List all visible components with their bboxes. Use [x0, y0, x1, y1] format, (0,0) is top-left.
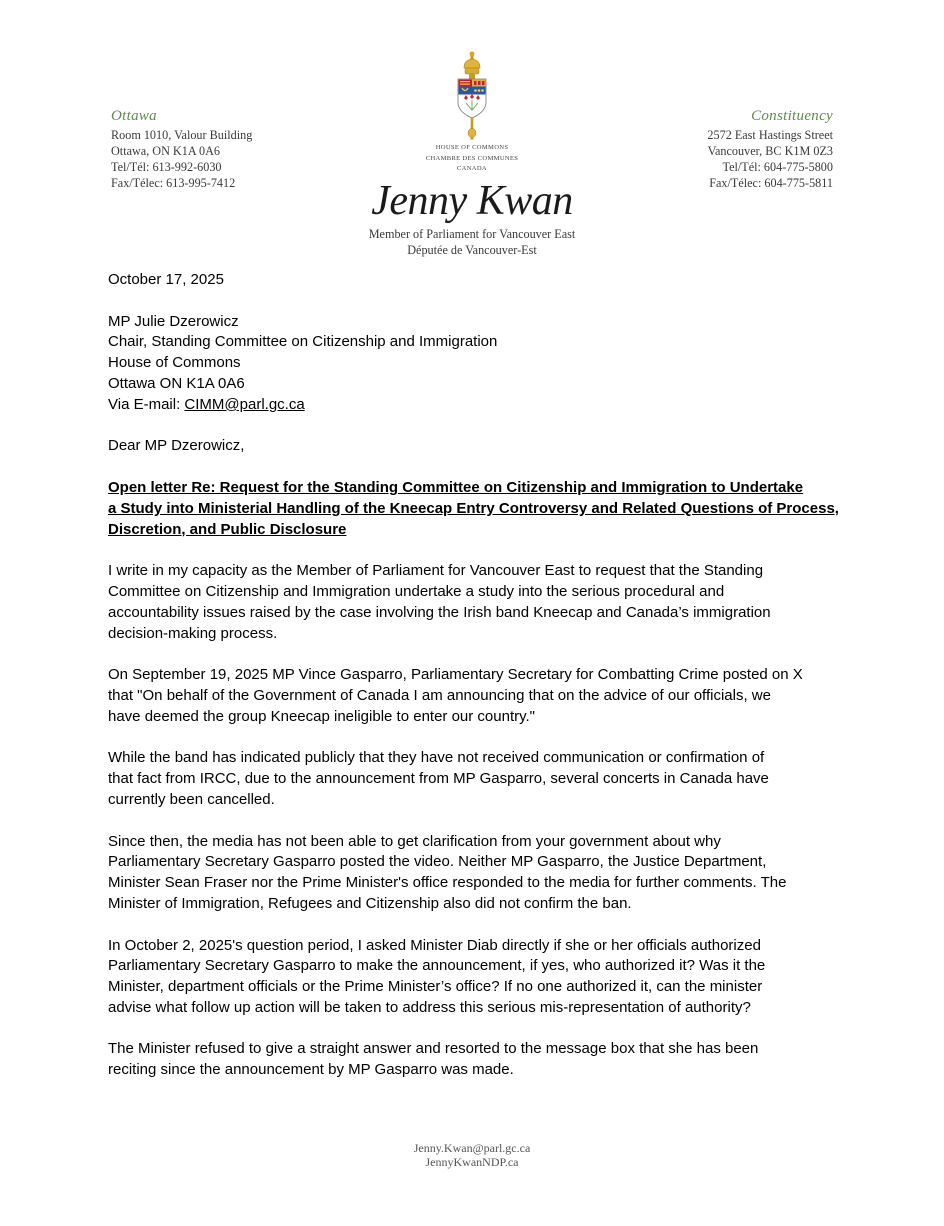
constituency-office-block: [707, 107, 833, 191]
paragraph-question-period: [108, 936, 848, 1019]
paragraph-line: Minister of Immigration, Refugees and Citizenship also did not confirm the ban.: [108, 894, 632, 912]
caption-line: CANADA: [456, 165, 487, 172]
recipient-line: House of Commons: [108, 354, 241, 372]
salutation: Dear MP Dzerowicz,: [108, 437, 245, 455]
paragraph-request: [108, 561, 848, 644]
paragraph-line: The Minister refused to give a straight answer and resorted to the message box that she has been: [108, 1040, 759, 1058]
ottawa-phone: Tel/Tél: 613-992-6030: [111, 160, 222, 174]
recipient-line: MP Julie Dzerowicz: [108, 312, 239, 330]
house-of-commons-crest-icon: [452, 50, 492, 140]
paragraph-concerts: [108, 748, 848, 810]
ottawa-office-block: [111, 107, 252, 191]
paragraph-line: have deemed the group Kneecap ineligible to enter our country.": [108, 707, 535, 725]
paragraph-minister-response: [108, 1039, 848, 1081]
paragraph-line: I write in my capacity as the Member of Parliament for Vancouver East to request that the Standing: [108, 562, 764, 580]
recipient-email-line: [108, 395, 848, 416]
constituency-fax: Fax/Télec: 604-775-5811: [709, 176, 833, 190]
ottawa-office-label: Ottawa: [111, 108, 157, 124]
letter-date: October 17, 2025: [108, 271, 224, 288]
ottawa-address-line: Room 1010, Valour Building: [111, 128, 253, 142]
subject-line: a Study into Ministerial Handling of the Kneecap Entry Controversy and Related Questions of Process,: [108, 499, 839, 517]
page-footer: [372, 1141, 572, 1169]
ottawa-fax: Fax/Télec: 613-995-7412: [111, 176, 236, 190]
paragraph-line: advise what follow up action will be taken to address this serious mis-representation of authority?: [108, 998, 751, 1016]
ottawa-address-line: Ottawa, ON K1A 0A6: [111, 144, 220, 158]
paragraph-line: that fact from IRCC, due to the announcement from MP Gasparro, several concerts in Canada have: [108, 770, 769, 788]
caption-line: CHAMBRE DES COMMUNES: [425, 154, 519, 162]
paragraph-line: that "On behalf of the Government of Canada I am announcing that on the advice of our officials, we: [108, 686, 771, 704]
constituency-address-line: 2572 East Hastings Street: [707, 128, 833, 142]
paragraph-line: Minister Sean Fraser nor the Prime Minister's office responded to the media for further comments. The: [108, 874, 787, 892]
paragraph-announcement: [108, 665, 848, 727]
recipient-block: [108, 312, 848, 416]
letter-subject: [108, 478, 848, 540]
footer-website[interactable]: JennyKwanNDP.ca: [425, 1155, 519, 1169]
constituency-address-line: Vancouver, BC K1M 0Z3: [707, 144, 833, 158]
footer-email[interactable]: Jenny.Kwan@parl.gc.ca: [413, 1141, 531, 1155]
mp-title: [332, 226, 612, 258]
mp-title-english: Member of Parliament for Vancouver East: [368, 227, 576, 241]
paragraph-line: accountability issues raised by the case involving the Irish band Kneecap and Canada’s immigration: [108, 603, 771, 621]
recipient-email-link[interactable]: CIMM@parl.gc.ca: [184, 395, 305, 413]
recipient-line: Chair, Standing Committee on Citizenship and Immigration: [108, 333, 498, 351]
caption-line: HOUSE OF COMMONS: [435, 144, 509, 151]
constituency-office-label: Constituency: [751, 108, 833, 124]
paragraph-line: In October 2, 2025's question period, I asked Minister Diab directly if she or her officials authorized: [108, 936, 761, 954]
paragraph-line: decision-making process.: [108, 624, 278, 642]
paragraph-line: Parliamentary Secretary Gasparro posted the video. Neither MP Gasparro, the Justice Department,: [108, 853, 767, 871]
constituency-phone: Tel/Tél: 604-775-5800: [722, 160, 833, 174]
paragraph-line: Committee on Citizenship and Immigration undertake a study into the serious procedural and: [108, 582, 725, 600]
paragraph-line: Parliamentary Secretary Gasparro to make the announcement, if yes, who authorized it? Was it the: [108, 957, 766, 975]
paragraph-line: On September 19, 2025 MP Vince Gasparro, Parliamentary Secretary for Combatting Crime posted on X: [108, 666, 803, 684]
subject-line: Discretion, and Public Disclosure: [108, 520, 347, 538]
paragraph-line: Minister, department officials or the Prime Minister’s office? If no one authorized it, can the minister: [108, 978, 763, 996]
house-of-commons-caption: [372, 143, 572, 175]
paragraph-line: While the band has indicated publicly that they have not received communication or confirmation of: [108, 749, 765, 767]
paragraph-line: Since then, the media has not been able to get clarification from your government about why: [108, 832, 721, 850]
paragraph-line: reciting since the announcement by MP Gasparro was made.: [108, 1061, 514, 1079]
mp-title-french: Députée de Vancouver-Est: [407, 243, 537, 257]
paragraph-line: currently been cancelled.: [108, 790, 275, 808]
email-prefix: Via E-mail:: [108, 395, 185, 413]
mp-signature-name: Jenny Kwan: [371, 178, 573, 224]
subject-line: Open letter Re: Request for the Standing Committee on Citizenship and Immigration to Undertake: [108, 478, 804, 496]
paragraph-media: [108, 832, 848, 915]
recipient-line: Ottawa ON K1A 0A6: [108, 374, 245, 392]
letter-body: [108, 270, 848, 1081]
